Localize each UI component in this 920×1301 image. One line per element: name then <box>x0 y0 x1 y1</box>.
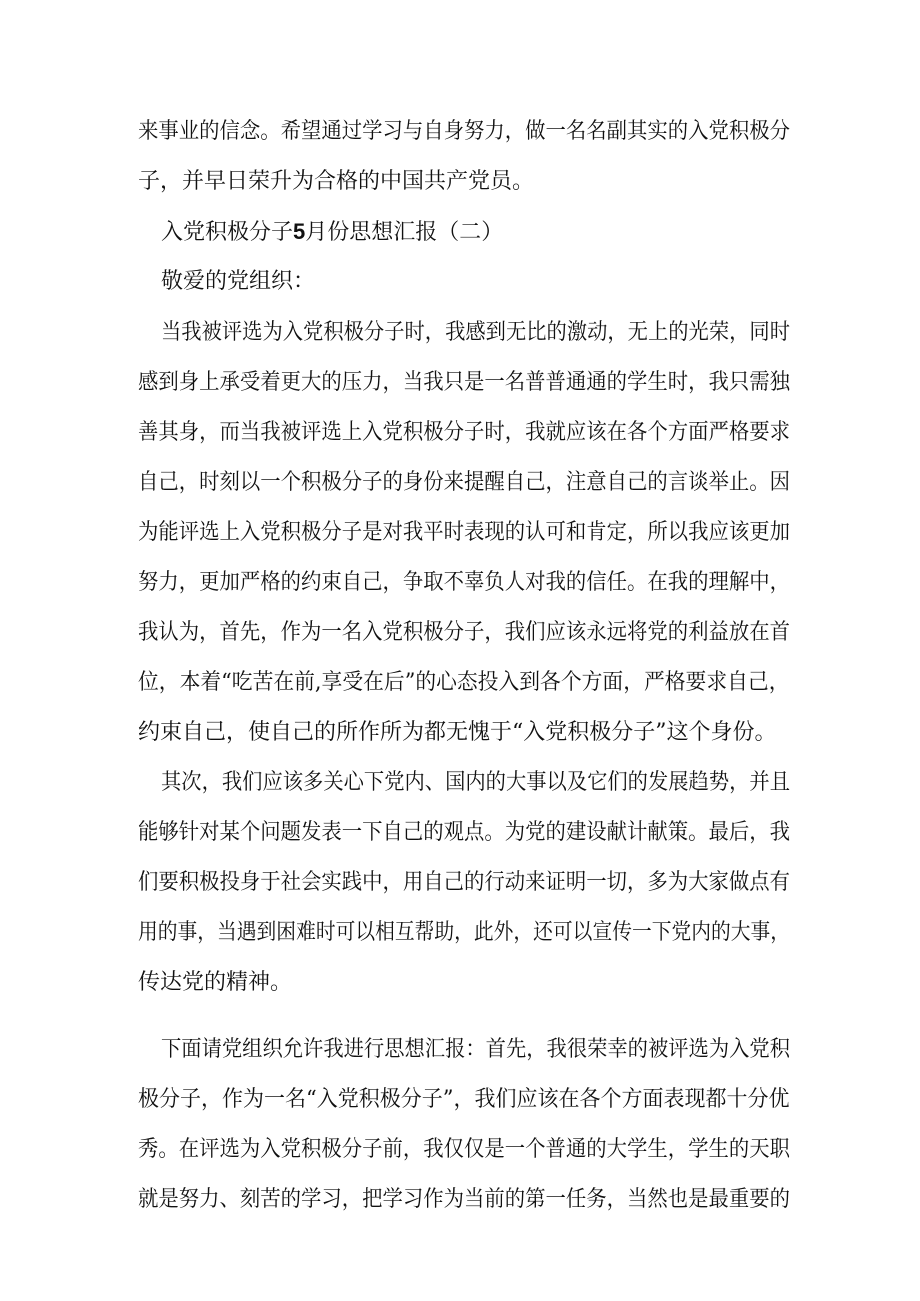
report-title-month: 5 <box>293 219 306 244</box>
salutation: 敬爱的党组织： <box>161 269 316 294</box>
paragraph-line: 用的事，当遇到困难时可以相互帮助，此外，还可以宣传一下党内的大事， <box>138 920 791 945</box>
paragraph-line: 下面请党组织允许我进行思想汇报：首先，我很荣幸的被评选为入党积 <box>161 1037 791 1062</box>
paragraph-line: 秀。在评选为入党积极分子前，我仅仅是一个普通的大学生，学生的天职 <box>138 1137 790 1162</box>
paragraph-line: 其次，我们应该多关心下党内、国内的大事以及它们的发展趋势，并且 <box>161 770 791 795</box>
paragraph-line: 子，并早日荣升为合格的中国共产党员。 <box>138 169 535 194</box>
paragraph-line: 位，本着“吃苦在前,享受在后”的心态投入到各个方面，严格要求自己， <box>138 670 790 695</box>
report-title <box>161 218 503 246</box>
paragraph-line: 我认为，首先，作为一名入党积极分子，我们应该永远将党的利益放在首 <box>138 620 790 645</box>
paragraph-line: 来事业的信念。希望通过学习与自身努力，做一名名副其实的入党积极分 <box>138 119 790 144</box>
paragraph-line: 传达党的精神。 <box>138 970 293 995</box>
paragraph-line: 约束自己，使自己的所作所为都无愧于“入党积极分子”这个身份。 <box>138 720 777 745</box>
paragraph-line: 极分子，作为一名“入党积极分子”，我们应该在各个方面表现都十分优 <box>138 1087 790 1112</box>
paragraph-line: 善其身，而当我被评选上入党积极分子时，我就应该在各个方面严格要求 <box>138 420 790 445</box>
paragraph-line: 们要积极投身于社会实践中，用自己的行动来证明一切，多为大家做点有 <box>138 870 790 895</box>
paragraph-line: 自己，时刻以一个积极分子的身份来提醒自己，注意自己的言谈举止。因 <box>138 470 790 495</box>
report-title-text-before: 入党积极分子 <box>161 220 294 245</box>
paragraph-line: 就是努力、刻苦的学习，把学习作为当前的第一任务，当然也是最重要的 <box>138 1187 790 1212</box>
paragraph-line: 能够针对某个问题发表一下自己的观点。为党的建设献计献策。最后，我 <box>138 820 790 845</box>
paragraph-line: 为能评选上入党积极分子是对我平时表现的认可和肯定，所以我应该更加 <box>138 520 790 545</box>
paragraph-line: 当我被评选为入党积极分子时，我感到无比的激动，无上的光荣，同时 <box>161 320 791 345</box>
report-title-text-after: 月份思想汇报（二） <box>305 220 504 245</box>
paragraph-line: 努力，更加严格的约束自己，争取不辜负人对我的信任。在我的理解中， <box>138 570 790 595</box>
paragraph-line: 感到身上承受着更大的压力，当我只是一名普普通通的学生时，我只需独 <box>138 370 790 395</box>
